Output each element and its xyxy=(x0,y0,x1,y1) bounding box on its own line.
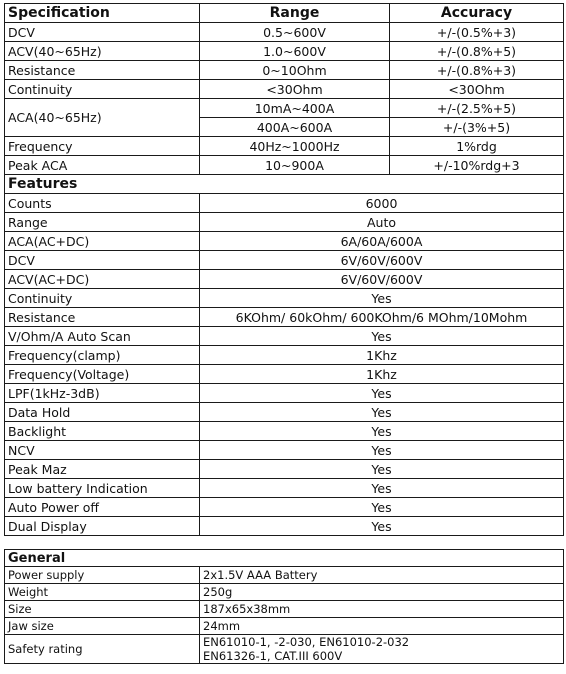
feature-name: ACA(AC+DC) xyxy=(5,232,200,251)
feature-name: Dual Display xyxy=(5,517,200,536)
feature-value: Yes xyxy=(200,498,564,517)
spec-name: DCV xyxy=(5,23,200,42)
spec-range: 0~10Ohm xyxy=(200,61,390,80)
feature-row xyxy=(5,479,564,498)
spec-row xyxy=(5,42,564,61)
general-value: 187x65x38mm xyxy=(200,601,564,618)
feature-row xyxy=(5,441,564,460)
spec-accuracy: +/-(2.5%+5) xyxy=(390,99,564,118)
general-value: 250g xyxy=(200,584,564,601)
general-row xyxy=(5,601,564,618)
feature-name: Resistance xyxy=(5,308,200,327)
general-name: Jaw size xyxy=(5,618,200,635)
feature-row xyxy=(5,251,564,270)
feature-value: Yes xyxy=(200,441,564,460)
feature-value: 6000 xyxy=(200,194,564,213)
spec-accuracy: +/-(0.8%+5) xyxy=(390,42,564,61)
spec-range: 400A~600A xyxy=(200,118,390,137)
feature-value: Yes xyxy=(200,327,564,346)
spec-header-specification: Specification xyxy=(5,4,200,23)
feature-name: ACV(AC+DC) xyxy=(5,270,200,289)
feature-row xyxy=(5,365,564,384)
feature-name: NCV xyxy=(5,441,200,460)
spec-row xyxy=(5,99,564,118)
feature-value: Auto xyxy=(200,213,564,232)
general-row xyxy=(5,584,564,601)
spec-header-accuracy: Accuracy xyxy=(390,4,564,23)
spec-row xyxy=(5,156,564,175)
feature-row xyxy=(5,289,564,308)
spec-header-range: Range xyxy=(200,4,390,23)
spec-name: ACV(40~65Hz) xyxy=(5,42,200,61)
spec-name: Continuity xyxy=(5,80,200,99)
general-name: Weight xyxy=(5,584,200,601)
feature-value: 6V/60V/600V xyxy=(200,270,564,289)
specification-table xyxy=(4,3,564,536)
feature-name: Continuity xyxy=(5,289,200,308)
feature-name: Data Hold xyxy=(5,403,200,422)
spec-range: <30Ohm xyxy=(200,80,390,99)
spec-name: Frequency xyxy=(5,137,200,156)
general-value: 24mm xyxy=(200,618,564,635)
feature-value: Yes xyxy=(200,289,564,308)
spec-accuracy: +/-(0.8%+3) xyxy=(390,61,564,80)
feature-name: Range xyxy=(5,213,200,232)
spec-accuracy: +/-(0.5%+3) xyxy=(390,23,564,42)
feature-name: LPF(1kHz-3dB) xyxy=(5,384,200,403)
feature-name: V/Ohm/A Auto Scan xyxy=(5,327,200,346)
spec-row xyxy=(5,80,564,99)
feature-name: Counts xyxy=(5,194,200,213)
general-row xyxy=(5,567,564,584)
feature-row xyxy=(5,498,564,517)
general-value-line: EN61010-1, -2-030, EN61010-2-032 xyxy=(203,635,410,649)
spec-name: Resistance xyxy=(5,61,200,80)
spec-accuracy: +/-10%rdg+3 xyxy=(390,156,564,175)
feature-row xyxy=(5,384,564,403)
feature-value: 6V/60V/600V xyxy=(200,251,564,270)
feature-row xyxy=(5,517,564,536)
feature-name: Peak Maz xyxy=(5,460,200,479)
features-header-row xyxy=(5,175,564,194)
spec-name: ACA(40~65Hz) xyxy=(5,99,200,137)
spec-row xyxy=(5,61,564,80)
feature-value: Yes xyxy=(200,403,564,422)
feature-name: Backlight xyxy=(5,422,200,441)
spec-range: 40Hz~1000Hz xyxy=(200,137,390,156)
feature-value: Yes xyxy=(200,422,564,441)
general-row xyxy=(5,635,564,664)
general-value: 2x1.5V AAA Battery xyxy=(200,567,564,584)
general-name: Size xyxy=(5,601,200,618)
general-value xyxy=(200,635,564,664)
feature-row xyxy=(5,213,564,232)
feature-name: Frequency(Voltage) xyxy=(5,365,200,384)
spec-range: 1.0~600V xyxy=(200,42,390,61)
feature-value: 6A/60A/600A xyxy=(200,232,564,251)
spec-header-row xyxy=(5,4,564,23)
general-name: Power supply xyxy=(5,567,200,584)
general-row xyxy=(5,618,564,635)
feature-row xyxy=(5,194,564,213)
feature-row xyxy=(5,270,564,289)
feature-row xyxy=(5,422,564,441)
feature-name: Frequency(clamp) xyxy=(5,346,200,365)
spec-accuracy: <30Ohm xyxy=(390,80,564,99)
general-header-row xyxy=(5,550,564,567)
feature-value: 1Khz xyxy=(200,365,564,384)
general-name: Safety rating xyxy=(5,635,200,664)
general-table xyxy=(4,549,564,664)
spec-row xyxy=(5,137,564,156)
feature-name: DCV xyxy=(5,251,200,270)
feature-row xyxy=(5,232,564,251)
feature-value: Yes xyxy=(200,460,564,479)
spec-range: 10~900A xyxy=(200,156,390,175)
spec-accuracy: 1%rdg xyxy=(390,137,564,156)
feature-value: Yes xyxy=(200,479,564,498)
spec-range: 10mA~400A xyxy=(200,99,390,118)
feature-value: 6KOhm/ 60kOhm/ 600KOhm/6 MOhm/10Mohm xyxy=(200,308,564,327)
general-title: General xyxy=(5,550,564,567)
spec-accuracy: +/-(3%+5) xyxy=(390,118,564,137)
feature-row xyxy=(5,346,564,365)
feature-row xyxy=(5,308,564,327)
features-title: Features xyxy=(5,175,564,194)
spec-name: Peak ACA xyxy=(5,156,200,175)
spec-row xyxy=(5,23,564,42)
feature-row xyxy=(5,327,564,346)
feature-value: Yes xyxy=(200,517,564,536)
feature-row xyxy=(5,460,564,479)
features-body xyxy=(5,194,564,536)
feature-name: Low battery Indication xyxy=(5,479,200,498)
feature-value: 1Khz xyxy=(200,346,564,365)
spec-range: 0.5~600V xyxy=(200,23,390,42)
feature-name: Auto Power off xyxy=(5,498,200,517)
feature-value: Yes xyxy=(200,384,564,403)
general-value-line: EN61326-1, CAT.III 600V xyxy=(203,649,343,663)
feature-row xyxy=(5,403,564,422)
